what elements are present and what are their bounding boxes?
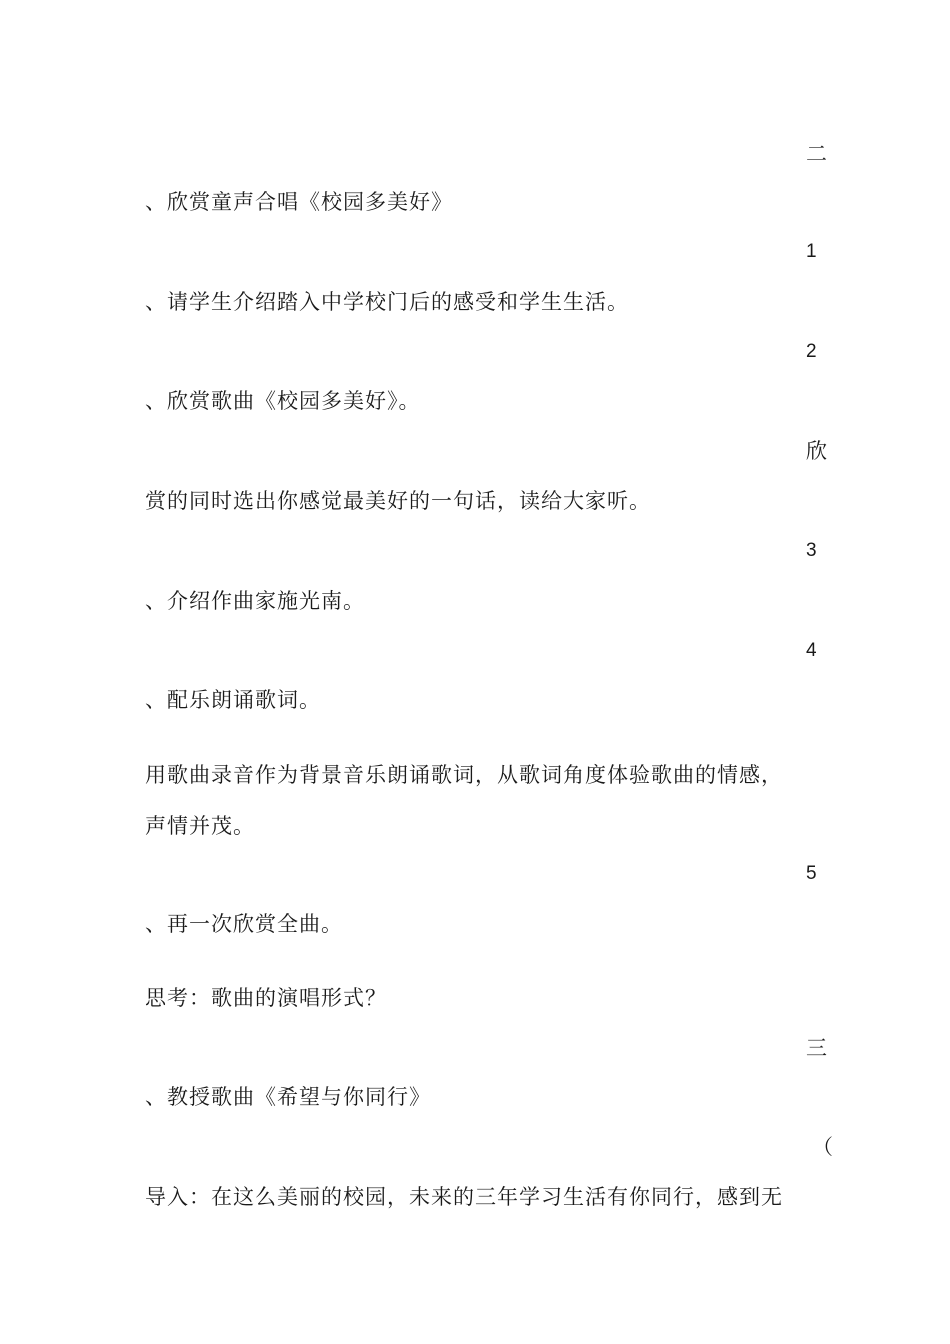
item-number-5: 5 — [806, 863, 817, 884]
section-marker-two: 二 — [806, 142, 827, 166]
item-2-continuation: 赏的同时选出你感觉最美好的一句话，读给大家听。 — [145, 489, 651, 513]
item-number-2: 2 — [806, 341, 817, 362]
thinking-question: 思考：歌曲的演唱形式？ — [145, 986, 387, 1010]
item-5-text: 、再一次欣赏全曲。 — [145, 912, 343, 936]
item-4-description-line-2: 声情并茂。 — [145, 814, 255, 838]
item-number-4: 4 — [806, 640, 817, 661]
item-number-1: 1 — [806, 241, 817, 262]
section-two-heading: 、欣赏童声合唱《校园多美好》 — [145, 190, 453, 214]
item-1-text: 、请学生介绍踏入中学校门后的感受和学生生活。 — [145, 290, 629, 314]
item-2-text: 、欣赏歌曲《校园多美好》。 — [145, 389, 421, 413]
section-marker-three: 三 — [806, 1036, 827, 1060]
section-three-heading: 、教授歌曲《希望与你同行》 — [145, 1085, 431, 1109]
item-number-3: 3 — [806, 540, 817, 561]
item-4-text: 、配乐朗诵歌词。 — [145, 688, 321, 712]
item-3-text: 、介绍作曲家施光南。 — [145, 589, 365, 613]
subsection-paren-marker: （ — [812, 1135, 833, 1159]
item-4-description-line-1: 用歌曲录音作为背景音乐朗诵歌词，从歌词角度体验歌曲的情感， — [145, 763, 783, 787]
intro-text: 导入：在这么美丽的校园，未来的三年学习生活有你同行，感到无 — [145, 1185, 783, 1209]
wrapped-char-marker: 欣 — [806, 439, 827, 463]
